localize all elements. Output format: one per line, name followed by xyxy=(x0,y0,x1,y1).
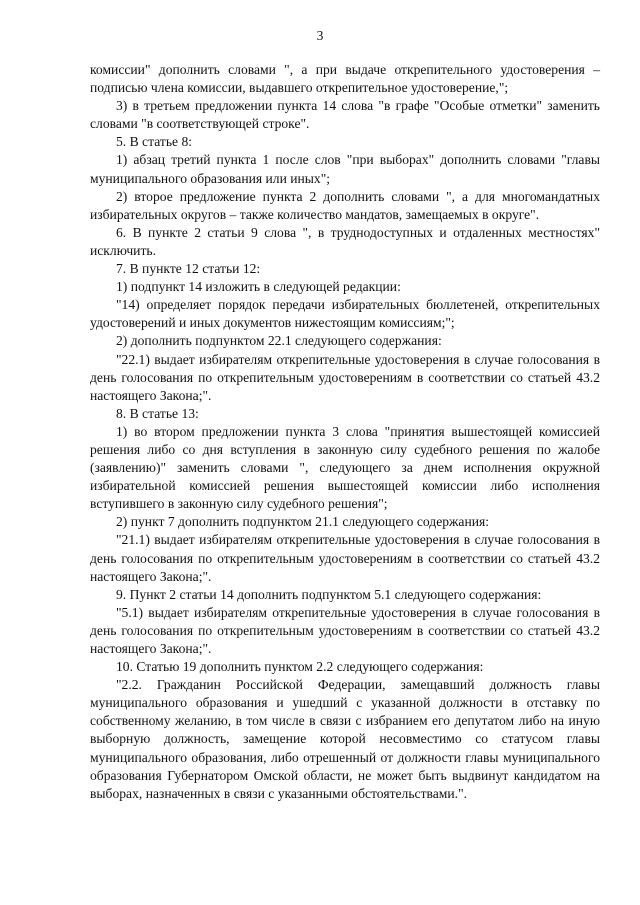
paragraph-section-10: 10. Статью 19 дополнить пунктом 2.2 следующего содержания: xyxy=(116,659,484,675)
paragraph-section-8-item-2: 2) пункт 7 дополнить подпунктом 21.1 следующего содержания: xyxy=(116,514,490,530)
paragraph-section-7-item-2: 2) дополнить подпунктом 22.1 следующего содержания: xyxy=(116,333,442,349)
paragraph-section-8-item-1: 1) во втором предложении пункта 3 слова "принятия вышестоящей комиссией решения либо со дня вступления в законную силу судебного решения по жалобе (заявлению)" заменить словами ", следующего за днем исполнения окружной избирательной комиссией решения вышестоящей комиссии либо исполнения вступившего в законную силу судебного решения"; xyxy=(90,423,600,512)
paragraph-section-10-quote-2-2: "2.2. Гражданин Российской Федерации, замещавший должность главы муниципального образования и ушедший с указанной должности в отставку по собственному желанию, в том числе в связи с избранием его депутатом либо на иную выборную должность, замещение которой несовместимо со статусом главы муниципального образования, либо отрешенный от должности главы муниципального образования Губернатором Омской области, не может быть выдвинут кандидатом на выборах, назначенных в связи с указанными обстоятельствами.". xyxy=(90,677,600,801)
paragraph-section-7: 7. В пункте 12 статьи 12: xyxy=(116,261,261,277)
paragraph-section-5-item-2: 2) второе предложение пункта 2 дополнить словами ", а для многомандатных избирательных округов – также количество мандатов, замещаемых в округе". xyxy=(90,188,600,222)
paragraph-section-8: 8. В статье 13: xyxy=(116,405,199,421)
page-number: 3 xyxy=(316,28,324,43)
paragraph-section-5-item-1: 1) абзац третий пункта 1 после слов "при выборах" дополнить словами "главы муниципального образования или иных"; xyxy=(90,152,600,186)
paragraph-section-7-item-1: 1) подпункт 14 изложить в следующей редакции: xyxy=(116,279,401,295)
paragraph-section-9-quote-5-1: "5.1) выдает избирателям открепительные удостоверения в случае голосования в день голосования по открепительным удостоверениям в соответствии со статьей 43.2 настоящего Закона;". xyxy=(90,604,600,656)
paragraph-section-9: 9. Пункт 2 статьи 14 дополнить подпунктом 5.1 следующего содержания: xyxy=(116,586,542,602)
paragraph-section-7-quote-22-1: "22.1) выдает избирателям открепительные удостоверения в случае голосования в день голосования по открепительным удостоверениям в соответствии со статьей 43.2 настоящего Закона;". xyxy=(90,351,600,403)
paragraph-section-5: 5. В статье 8: xyxy=(116,134,193,150)
paragraph-continuation: комиссии" дополнить словами ", а при выдаче открепительного удостоверения – подписью члена комиссии, выдавшего открепительное удостоверение,"; xyxy=(90,62,600,96)
paragraph-section-7-quote-14: "14) определяет порядок передачи избирательных бюллетеней, открепительных удостоверений и иных документов нижестоящим комиссиям;"; xyxy=(90,297,600,331)
paragraph-section-6: 6. В пункте 2 статьи 9 слова ", в труднодоступных и отдаленных местностях" исключить. xyxy=(90,224,600,258)
paragraph-item-3: 3) в третьем предложении пункта 14 слова "в графе "Особые отметки" заменить словами "в соответствующей строке". xyxy=(90,98,600,132)
paragraph-section-8-quote-21-1: "21.1) выдает избирателям открепительные удостоверения в случае голосования в день голосования по открепительным удостоверениям в соответствии со статьей 43.2 настоящего Закона;". xyxy=(90,532,600,584)
document-body xyxy=(90,61,600,803)
